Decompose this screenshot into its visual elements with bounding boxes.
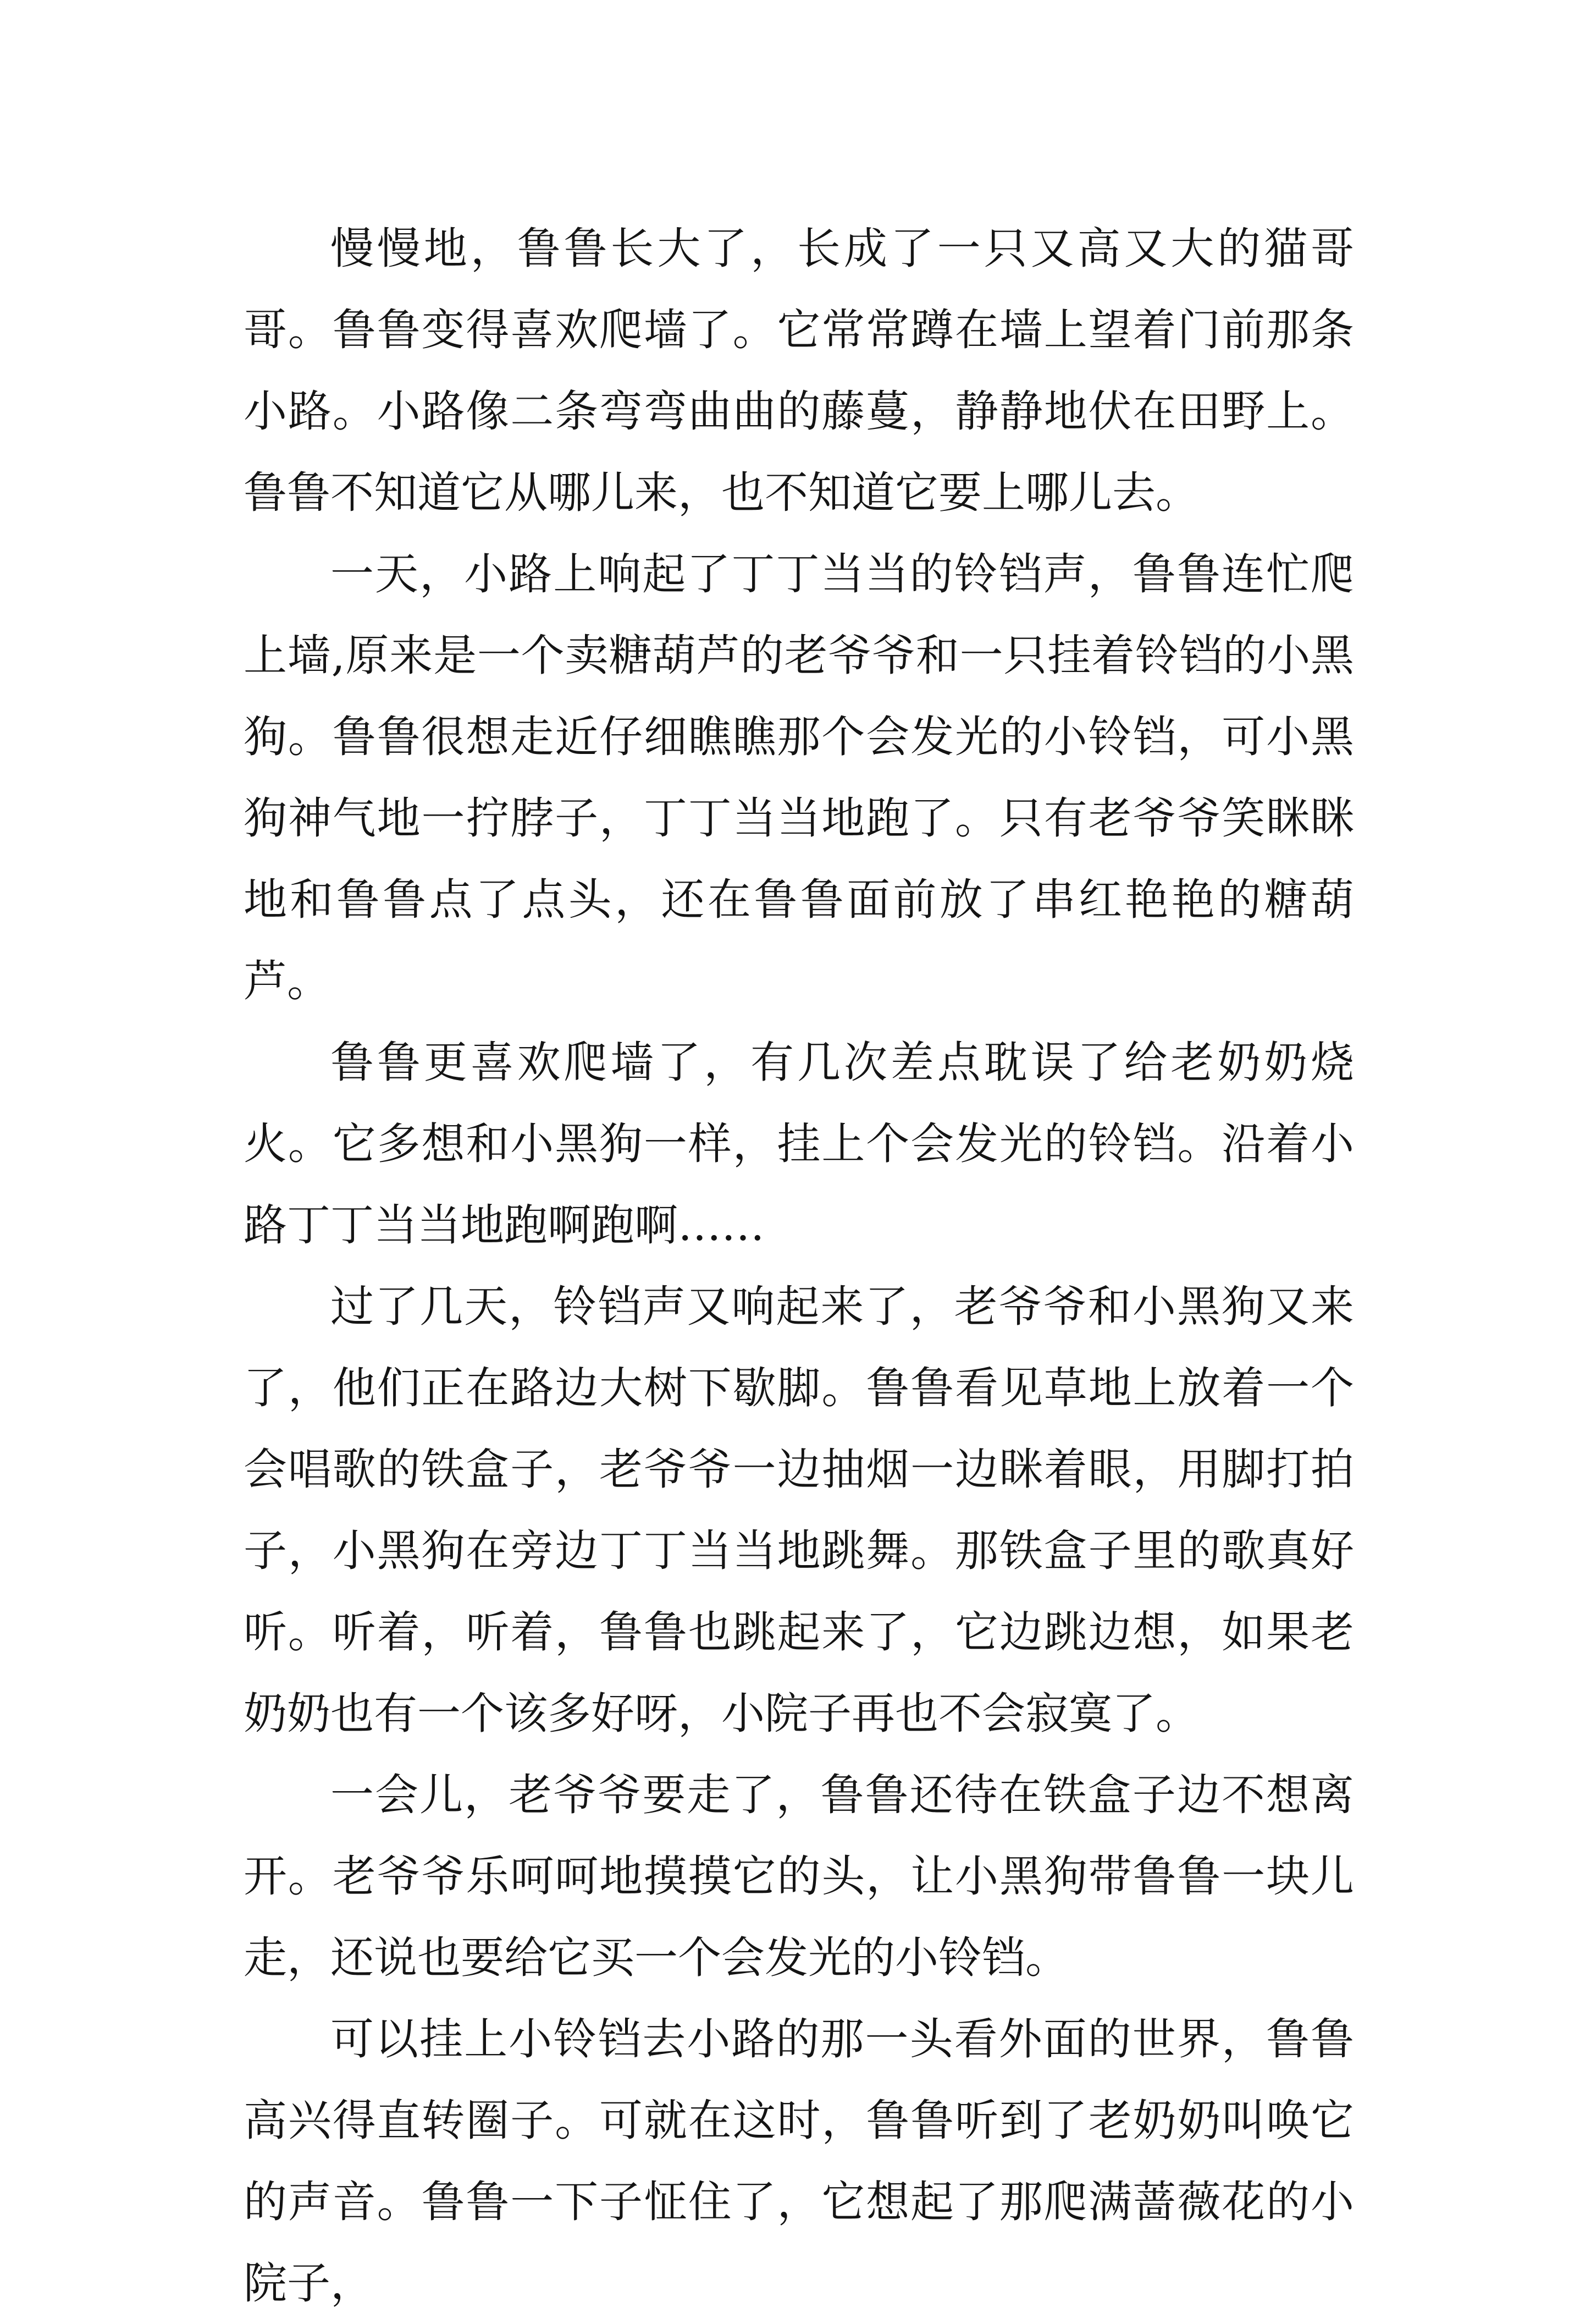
- paragraph-2: 一天，小路上响起了丁丁当当的铃铛声，鲁鲁连忙爬上墙,原来是一个卖糖葫芦的老爷爷和一只挂着铃铛的小黑狗。鲁鲁很想走近仔细瞧瞧那个会发光的小铃铛，可小黑狗神气地一拧脖子，丁丁当当地跑了。只有老爷爷笑眯眯地和鲁鲁点了点头，还在鲁鲁面前放了串红艳艳的糖葫芦。: [244, 549, 1354, 1006]
- paragraph-6: 可以挂上小铃铛去小路的那一头看外面的世界，鲁鲁高兴得直转圈子。可就在这时，鲁鲁听到了老奶奶叫唤它的声音。鲁鲁一下子怔住了，它想起了那爬满蔷薇花的小院子，: [244, 2014, 1354, 2309]
- paragraph-4: 过了几天，铃铛声又响起来了，老爷爷和小黑狗又来了，他们正在路边大树下歇脚。鲁鲁看见草地上放着一个会唱歌的铁盒子，老爷爷一边抽烟一边眯着眼，用脚打拍子，小黑狗在旁边丁丁当当地跳舞。那铁盒子里的歌真好听。听着，听着，鲁鲁也跳起来了，它边跳边想，如果老奶奶也有一个该多好呀，小院子再也不会寂寞了。: [244, 1281, 1354, 1739]
- paragraph-3: 鲁鲁更喜欢爬墙了，有几次差点耽误了给老奶奶烧火。它多想和小黑狗一样，挂上个会发光的铃铛。沿着小路丁丁当当地跑啊跑啊……: [244, 1037, 1354, 1251]
- paragraph-5: 一会儿，老爷爷要走了，鲁鲁还待在铁盒子边不想离开。老爷爷乐呵呵地摸摸它的头，让小黑狗带鲁鲁一块儿走，还说也要给它买一个会发光的小铃铛。: [244, 1770, 1354, 1983]
- paragraph-1: 慢慢地，鲁鲁长大了，长成了一只又高又大的猫哥哥。鲁鲁变得喜欢爬墙了。它常常蹲在墙上望着门前那条小路。小路像二条弯弯曲曲的藤蔓，静静地伏在田野上。鲁鲁不知道它从哪儿来，也不知道它要上哪儿去。: [244, 223, 1354, 518]
- story-text: [244, 208, 1354, 2324]
